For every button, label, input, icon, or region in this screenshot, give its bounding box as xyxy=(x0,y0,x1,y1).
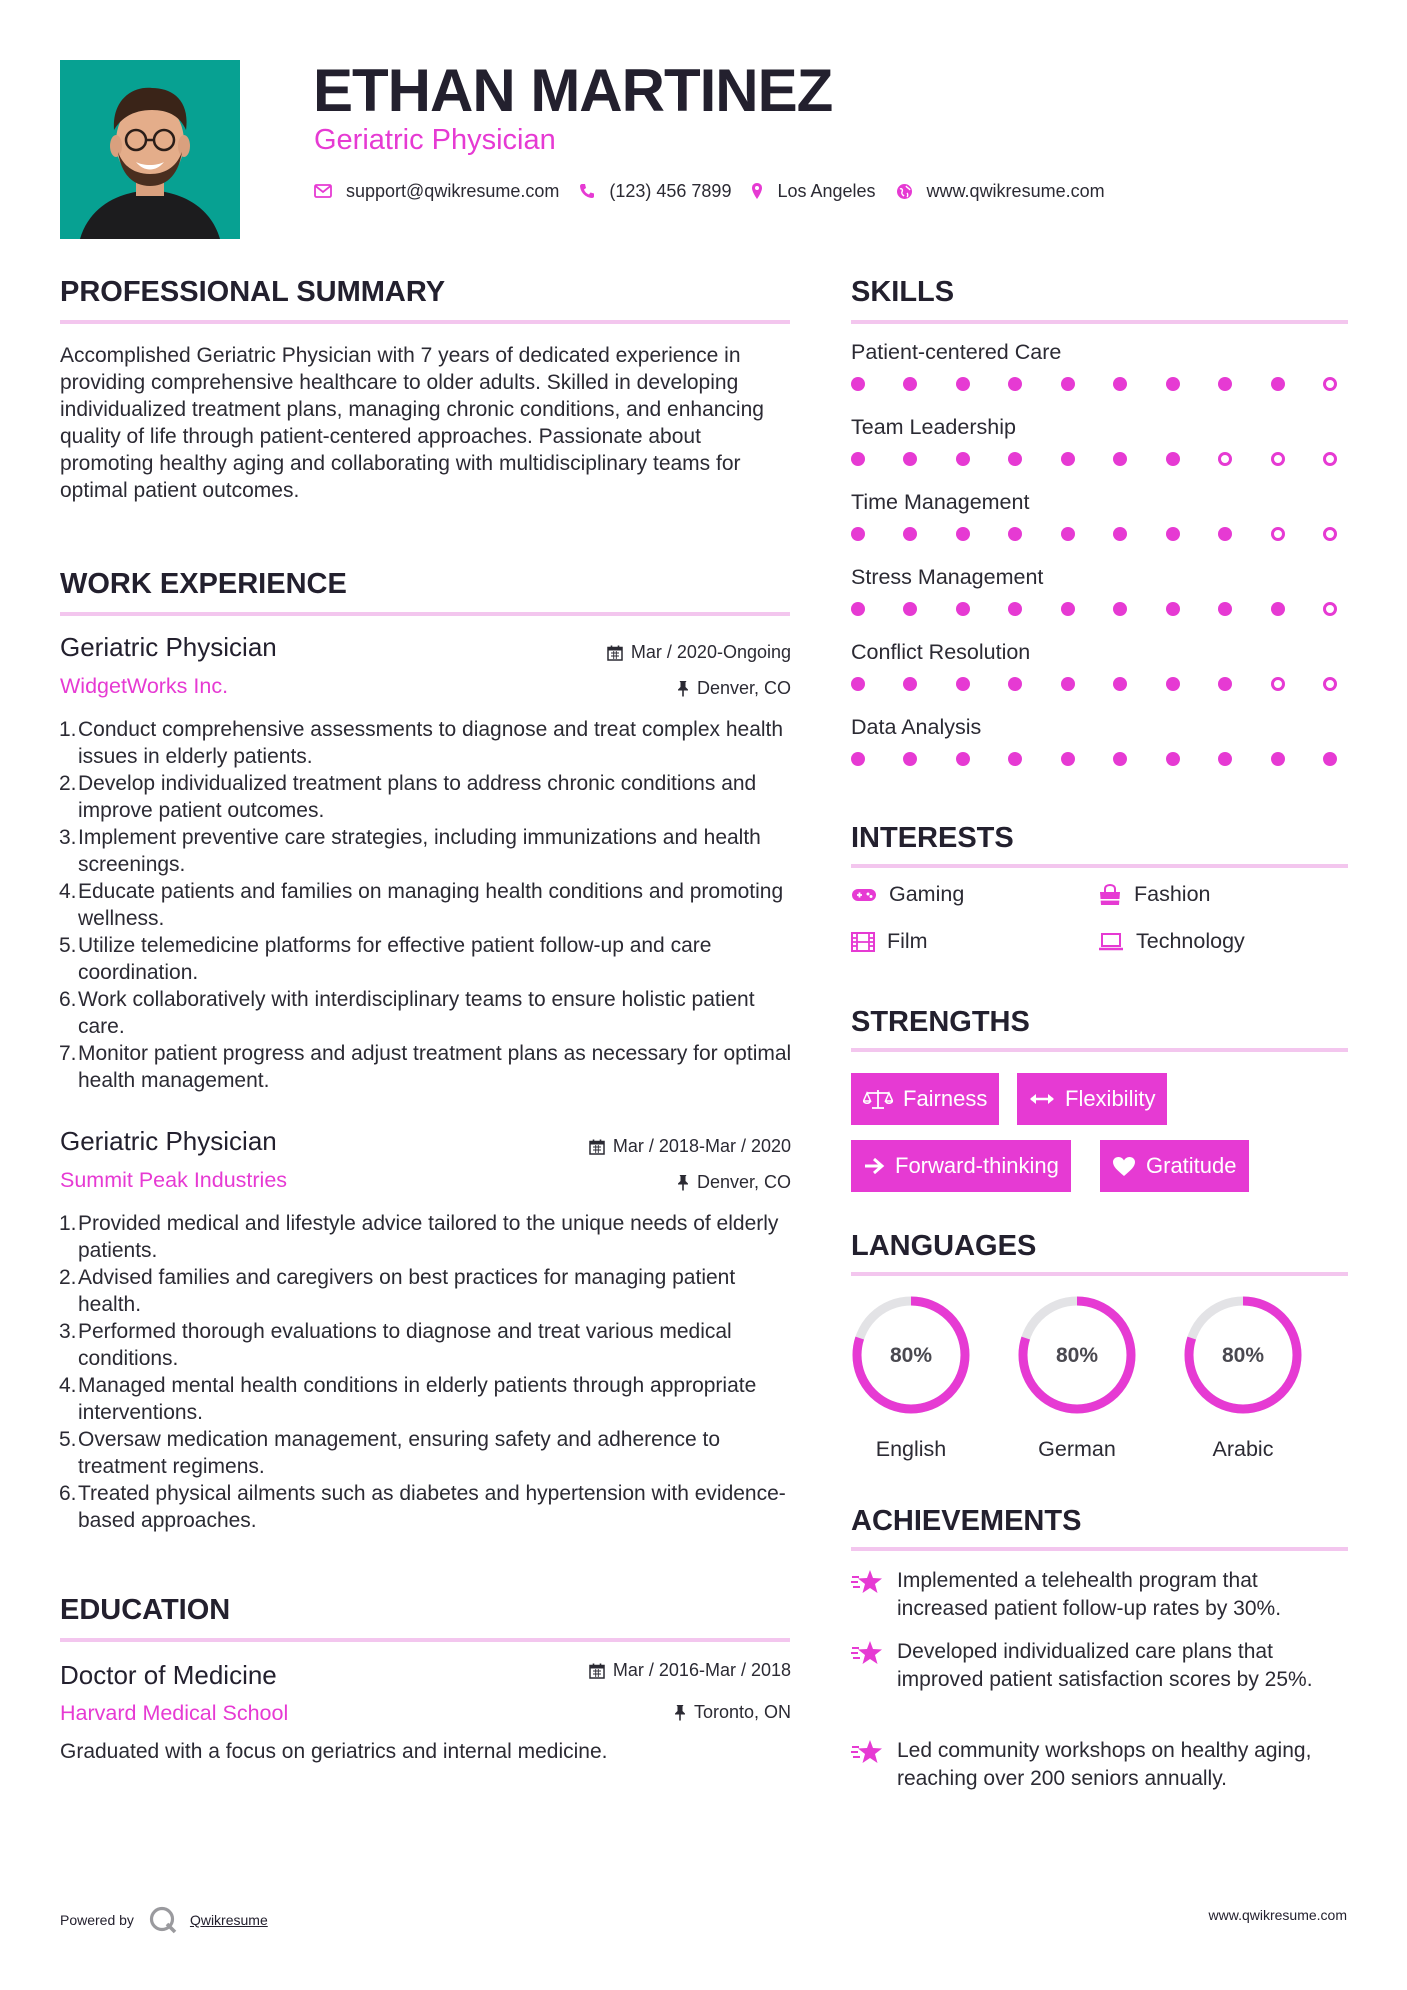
rating-dot-empty xyxy=(1271,527,1285,541)
list-item: 5. Utilize telemedicine platforms for effective patient follow-up and care coordination. xyxy=(59,934,712,984)
contact-phone[interactable] xyxy=(579,181,731,202)
film-icon xyxy=(851,932,875,952)
skill-rating xyxy=(851,452,1337,466)
list-item: 1. Conduct comprehensive assessments to diagnose and treat complex health issues in elderly patients. xyxy=(59,718,784,768)
achievements-divider xyxy=(851,1547,1348,1551)
interest-technology: Technology xyxy=(1098,929,1245,954)
pushpin-icon xyxy=(677,680,689,697)
language-percent: 80% xyxy=(1221,1344,1265,1367)
skill-rating xyxy=(851,752,1337,766)
rating-dot-filled xyxy=(903,377,917,391)
rating-dot-filled xyxy=(1218,677,1232,691)
strengths-divider xyxy=(851,1048,1348,1052)
skill-item xyxy=(851,340,1351,415)
footer-url[interactable]: www.qwikresume.com xyxy=(1208,1907,1347,1923)
list-item: 7. Monitor patient progress and adjust treatment plans as necessary for optimal health management. xyxy=(59,1042,792,1092)
rating-dot-empty xyxy=(1271,677,1285,691)
education-location xyxy=(674,1702,791,1723)
rating-dot-filled xyxy=(903,752,917,766)
rating-dot-filled xyxy=(956,602,970,616)
rating-dot-filled xyxy=(903,602,917,616)
language-ring xyxy=(1182,1294,1304,1416)
job-location-text: Denver, CO xyxy=(696,1172,791,1192)
rating-dot-filled xyxy=(1323,752,1337,766)
interest-fashion: Fashion xyxy=(1098,882,1211,907)
rating-dot-empty xyxy=(1271,452,1285,466)
summary-text: Accomplished Geriatric Physician with 7 years of dedicated experience in providing comprehensive healthcare to older adults. Skilled in developing individualized treatment plans, managing chronic conditions, and enhancing quality of life through patient-centered approaches. Passionate about promoting healthy aging and collaborating with multidisciplinary teams for optimal patient outcomes. xyxy=(60,344,764,502)
language-item xyxy=(1016,1294,1138,1462)
rating-dot-filled xyxy=(1113,677,1127,691)
rating-dot-filled xyxy=(1113,377,1127,391)
list-item: 4. Educate patients and families on managing health conditions and promoting wellness. xyxy=(59,880,784,930)
candidate-role: Geriatric Physician xyxy=(314,124,556,156)
rating-dot-empty xyxy=(1323,677,1337,691)
school-name: Harvard Medical School xyxy=(60,1701,289,1725)
strength-flexibility: Flexibility xyxy=(1017,1073,1167,1125)
list-item: 3. Implement preventive care strategies, including immunizations and health screenings. xyxy=(59,826,761,876)
candidate-name: ETHAN MARTINEZ xyxy=(313,57,833,124)
phone-icon xyxy=(579,183,595,199)
calendar-icon xyxy=(589,1663,605,1679)
rating-dot-filled xyxy=(1218,377,1232,391)
skills-heading: SKILLS xyxy=(851,276,955,308)
rating-dot-empty xyxy=(1323,602,1337,616)
strengths-heading: STRENGTHS xyxy=(851,1006,1030,1038)
education-divider xyxy=(60,1638,790,1642)
education-dates xyxy=(589,1660,791,1681)
skill-rating xyxy=(851,377,1337,391)
rating-dot-filled xyxy=(1218,752,1232,766)
list-item: 2. Advised families and caregivers on best practices for managing patient health. xyxy=(59,1266,736,1316)
envelope-icon xyxy=(314,184,332,198)
skill-rating xyxy=(851,677,1337,691)
rating-dot-filled xyxy=(1008,677,1022,691)
gamepad-icon xyxy=(851,887,877,903)
contact-phone-text: (123) 456 7899 xyxy=(609,180,732,201)
job-duties-list xyxy=(60,716,800,1094)
rating-dot-filled xyxy=(956,377,970,391)
map-pin-icon xyxy=(751,182,763,200)
rating-dot-filled xyxy=(1166,752,1180,766)
skill-item xyxy=(851,640,1351,715)
rating-dot-filled xyxy=(851,527,865,541)
rating-dot-filled xyxy=(1166,452,1180,466)
rating-dot-filled xyxy=(1113,602,1127,616)
skills-divider xyxy=(851,320,1348,324)
languages-divider xyxy=(851,1272,1348,1276)
rating-dot-filled xyxy=(1271,752,1285,766)
star-achievement-icon xyxy=(851,1640,883,1666)
language-item xyxy=(1182,1294,1304,1462)
heart-icon xyxy=(1112,1156,1136,1177)
languages-heading: LANGUAGES xyxy=(851,1230,1037,1262)
rating-dot-filled xyxy=(903,452,917,466)
powered-by-text: Powered by xyxy=(60,1912,134,1928)
brand-link[interactable]: Qwikresume xyxy=(189,1912,268,1928)
arrow-right-icon xyxy=(863,1156,885,1176)
scale-icon xyxy=(863,1088,893,1110)
contact-website-text: www.qwikresume.com xyxy=(926,180,1105,201)
achievement-item: Implemented a telehealth program that increased patient follow-up rates by 30%. xyxy=(851,1567,1331,1623)
skill-rating xyxy=(851,527,1337,541)
language-item xyxy=(850,1294,972,1462)
job-duties-list xyxy=(60,1210,800,1534)
rating-dot-filled xyxy=(903,527,917,541)
education-location-text: Toronto, ON xyxy=(693,1702,791,1722)
calendar-icon xyxy=(589,1139,605,1155)
education-heading: EDUCATION xyxy=(60,1594,231,1626)
rating-dot-filled xyxy=(1008,527,1022,541)
rating-dot-filled xyxy=(1166,527,1180,541)
job-dates xyxy=(589,1136,791,1157)
rating-dot-empty xyxy=(1323,377,1337,391)
pushpin-icon xyxy=(674,1704,686,1721)
laptop-icon xyxy=(1098,933,1124,951)
rating-dot-filled xyxy=(851,677,865,691)
experience-heading: WORK EXPERIENCE xyxy=(60,568,347,600)
job-location xyxy=(677,678,791,699)
language-label: German xyxy=(1038,1437,1116,1461)
language-percent: 80% xyxy=(889,1344,933,1367)
summary-divider xyxy=(60,320,790,324)
avatar-illustration xyxy=(60,60,240,239)
qwikresume-logo-icon xyxy=(148,1905,178,1935)
star-achievement-icon xyxy=(851,1739,883,1765)
education-note: Graduated with a focus on geriatrics and internal medicine. xyxy=(60,1740,608,1763)
language-ring xyxy=(850,1294,972,1416)
rating-dot-filled xyxy=(1061,527,1075,541)
contact-location xyxy=(751,181,875,202)
list-item: 6. Treated physical ailments such as diabetes and hypertension with evidence-based approaches. xyxy=(59,1482,786,1532)
job-location xyxy=(677,1172,791,1193)
degree-title: Doctor of Medicine xyxy=(60,1660,277,1690)
rating-dot-filled xyxy=(956,452,970,466)
arrows-horizontal-icon xyxy=(1029,1092,1055,1106)
skill-name: Team Leadership xyxy=(851,415,1016,439)
skill-item xyxy=(851,415,1351,490)
rating-dot-empty xyxy=(1323,527,1337,541)
interest-film: Film xyxy=(851,929,928,954)
rating-dot-filled xyxy=(1061,602,1075,616)
rating-dot-filled xyxy=(1218,527,1232,541)
rating-dot-filled xyxy=(851,452,865,466)
skill-name: Data Analysis xyxy=(851,715,982,739)
skill-rating xyxy=(851,602,1337,616)
contact-email-text: support@qwikresume.com xyxy=(346,180,560,201)
rating-dot-filled xyxy=(903,677,917,691)
contact-bar xyxy=(314,178,1125,204)
rating-dot-filled xyxy=(1061,752,1075,766)
contact-email[interactable] xyxy=(314,181,559,202)
pushpin-icon xyxy=(677,1174,689,1191)
rating-dot-filled xyxy=(1061,377,1075,391)
rating-dot-filled xyxy=(1113,527,1127,541)
skill-item xyxy=(851,715,1351,790)
skill-name: Time Management xyxy=(851,490,1030,514)
shopping-bag-icon xyxy=(1098,884,1122,906)
job-title: Geriatric Physician xyxy=(60,1126,277,1156)
rating-dot-filled xyxy=(1218,602,1232,616)
rating-dot-filled xyxy=(1008,452,1022,466)
skill-name: Stress Management xyxy=(851,565,1044,589)
contact-website[interactable] xyxy=(896,181,1105,202)
rating-dot-filled xyxy=(851,377,865,391)
job-location-text: Denver, CO xyxy=(696,678,791,698)
achievement-item: Led community workshops on healthy aging, reaching over 200 seniors annually. xyxy=(851,1737,1331,1793)
experience-divider xyxy=(60,612,790,616)
rating-dot-filled xyxy=(1008,602,1022,616)
rating-dot-filled xyxy=(1271,377,1285,391)
footer-powered-by xyxy=(60,1905,268,1935)
rating-dot-filled xyxy=(956,752,970,766)
rating-dot-filled xyxy=(851,602,865,616)
rating-dot-filled xyxy=(1061,677,1075,691)
list-item: 2. Develop individualized treatment plans to address chronic conditions and improve patient outcomes. xyxy=(59,772,757,822)
skill-name: Conflict Resolution xyxy=(851,640,1031,664)
skills-list xyxy=(851,340,1351,790)
language-label: English xyxy=(875,1437,947,1461)
achievement-item: Developed individualized care plans that improved patient satisfaction scores by 25%. xyxy=(851,1638,1331,1694)
rating-dot-filled xyxy=(956,527,970,541)
interests-divider xyxy=(851,864,1348,868)
job-company: Summit Peak Industries xyxy=(60,1168,288,1192)
language-percent: 80% xyxy=(1055,1344,1099,1367)
contact-location-text: Los Angeles xyxy=(777,180,876,201)
rating-dot-filled xyxy=(851,752,865,766)
language-ring xyxy=(1016,1294,1138,1416)
globe-icon xyxy=(896,183,913,200)
strength-forward-thinking: Forward-thinking xyxy=(851,1140,1071,1192)
rating-dot-filled xyxy=(1166,377,1180,391)
strength-fairness: Fairness xyxy=(851,1073,999,1125)
job-company: WidgetWorks Inc. xyxy=(60,674,229,698)
rating-dot-filled xyxy=(1113,752,1127,766)
rating-dot-filled xyxy=(1061,452,1075,466)
list-item: 6. Work collaboratively with interdisciplinary teams to ensure holistic patient care. xyxy=(59,988,755,1038)
job-dates-text: Mar / 2018-Mar / 2020 xyxy=(612,1136,791,1156)
rating-dot-filled xyxy=(1113,452,1127,466)
interests-heading: INTERESTS xyxy=(851,822,1014,854)
list-item: 4. Managed mental health conditions in elderly patients through appropriate interventions. xyxy=(59,1374,757,1424)
languages-list xyxy=(850,1294,1304,1462)
list-item: 1. Provided medical and lifestyle advice tailored to the unique needs of elderly patients. xyxy=(59,1212,779,1262)
rating-dot-empty xyxy=(1218,452,1232,466)
rating-dot-filled xyxy=(1008,752,1022,766)
skill-item xyxy=(851,565,1351,640)
list-item: 3. Performed thorough evaluations to diagnose and treat various medical conditions. xyxy=(59,1320,732,1370)
job-dates xyxy=(607,642,791,663)
rating-dot-filled xyxy=(1166,602,1180,616)
job-title: Geriatric Physician xyxy=(60,632,277,662)
skill-name: Patient-centered Care xyxy=(851,340,1062,364)
job-dates-text: Mar / 2020-Ongoing xyxy=(630,642,791,662)
rating-dot-empty xyxy=(1323,452,1337,466)
interest-gaming: Gaming xyxy=(851,882,964,907)
calendar-icon xyxy=(607,645,623,661)
rating-dot-filled xyxy=(1166,677,1180,691)
summary-heading: PROFESSIONAL SUMMARY xyxy=(60,276,446,308)
star-achievement-icon xyxy=(851,1569,883,1595)
education-dates-text: Mar / 2016-Mar / 2018 xyxy=(612,1660,791,1680)
rating-dot-filled xyxy=(1271,602,1285,616)
list-item: 5. Oversaw medication management, ensuring safety and adherence to treatment regimens. xyxy=(59,1428,721,1478)
rating-dot-filled xyxy=(956,677,970,691)
skill-item xyxy=(851,490,1351,565)
strength-gratitude: Gratitude xyxy=(1100,1140,1249,1192)
rating-dot-filled xyxy=(1008,377,1022,391)
language-label: Arabic xyxy=(1212,1437,1274,1461)
profile-photo xyxy=(60,60,240,239)
achievements-heading: ACHIEVEMENTS xyxy=(851,1505,1082,1537)
